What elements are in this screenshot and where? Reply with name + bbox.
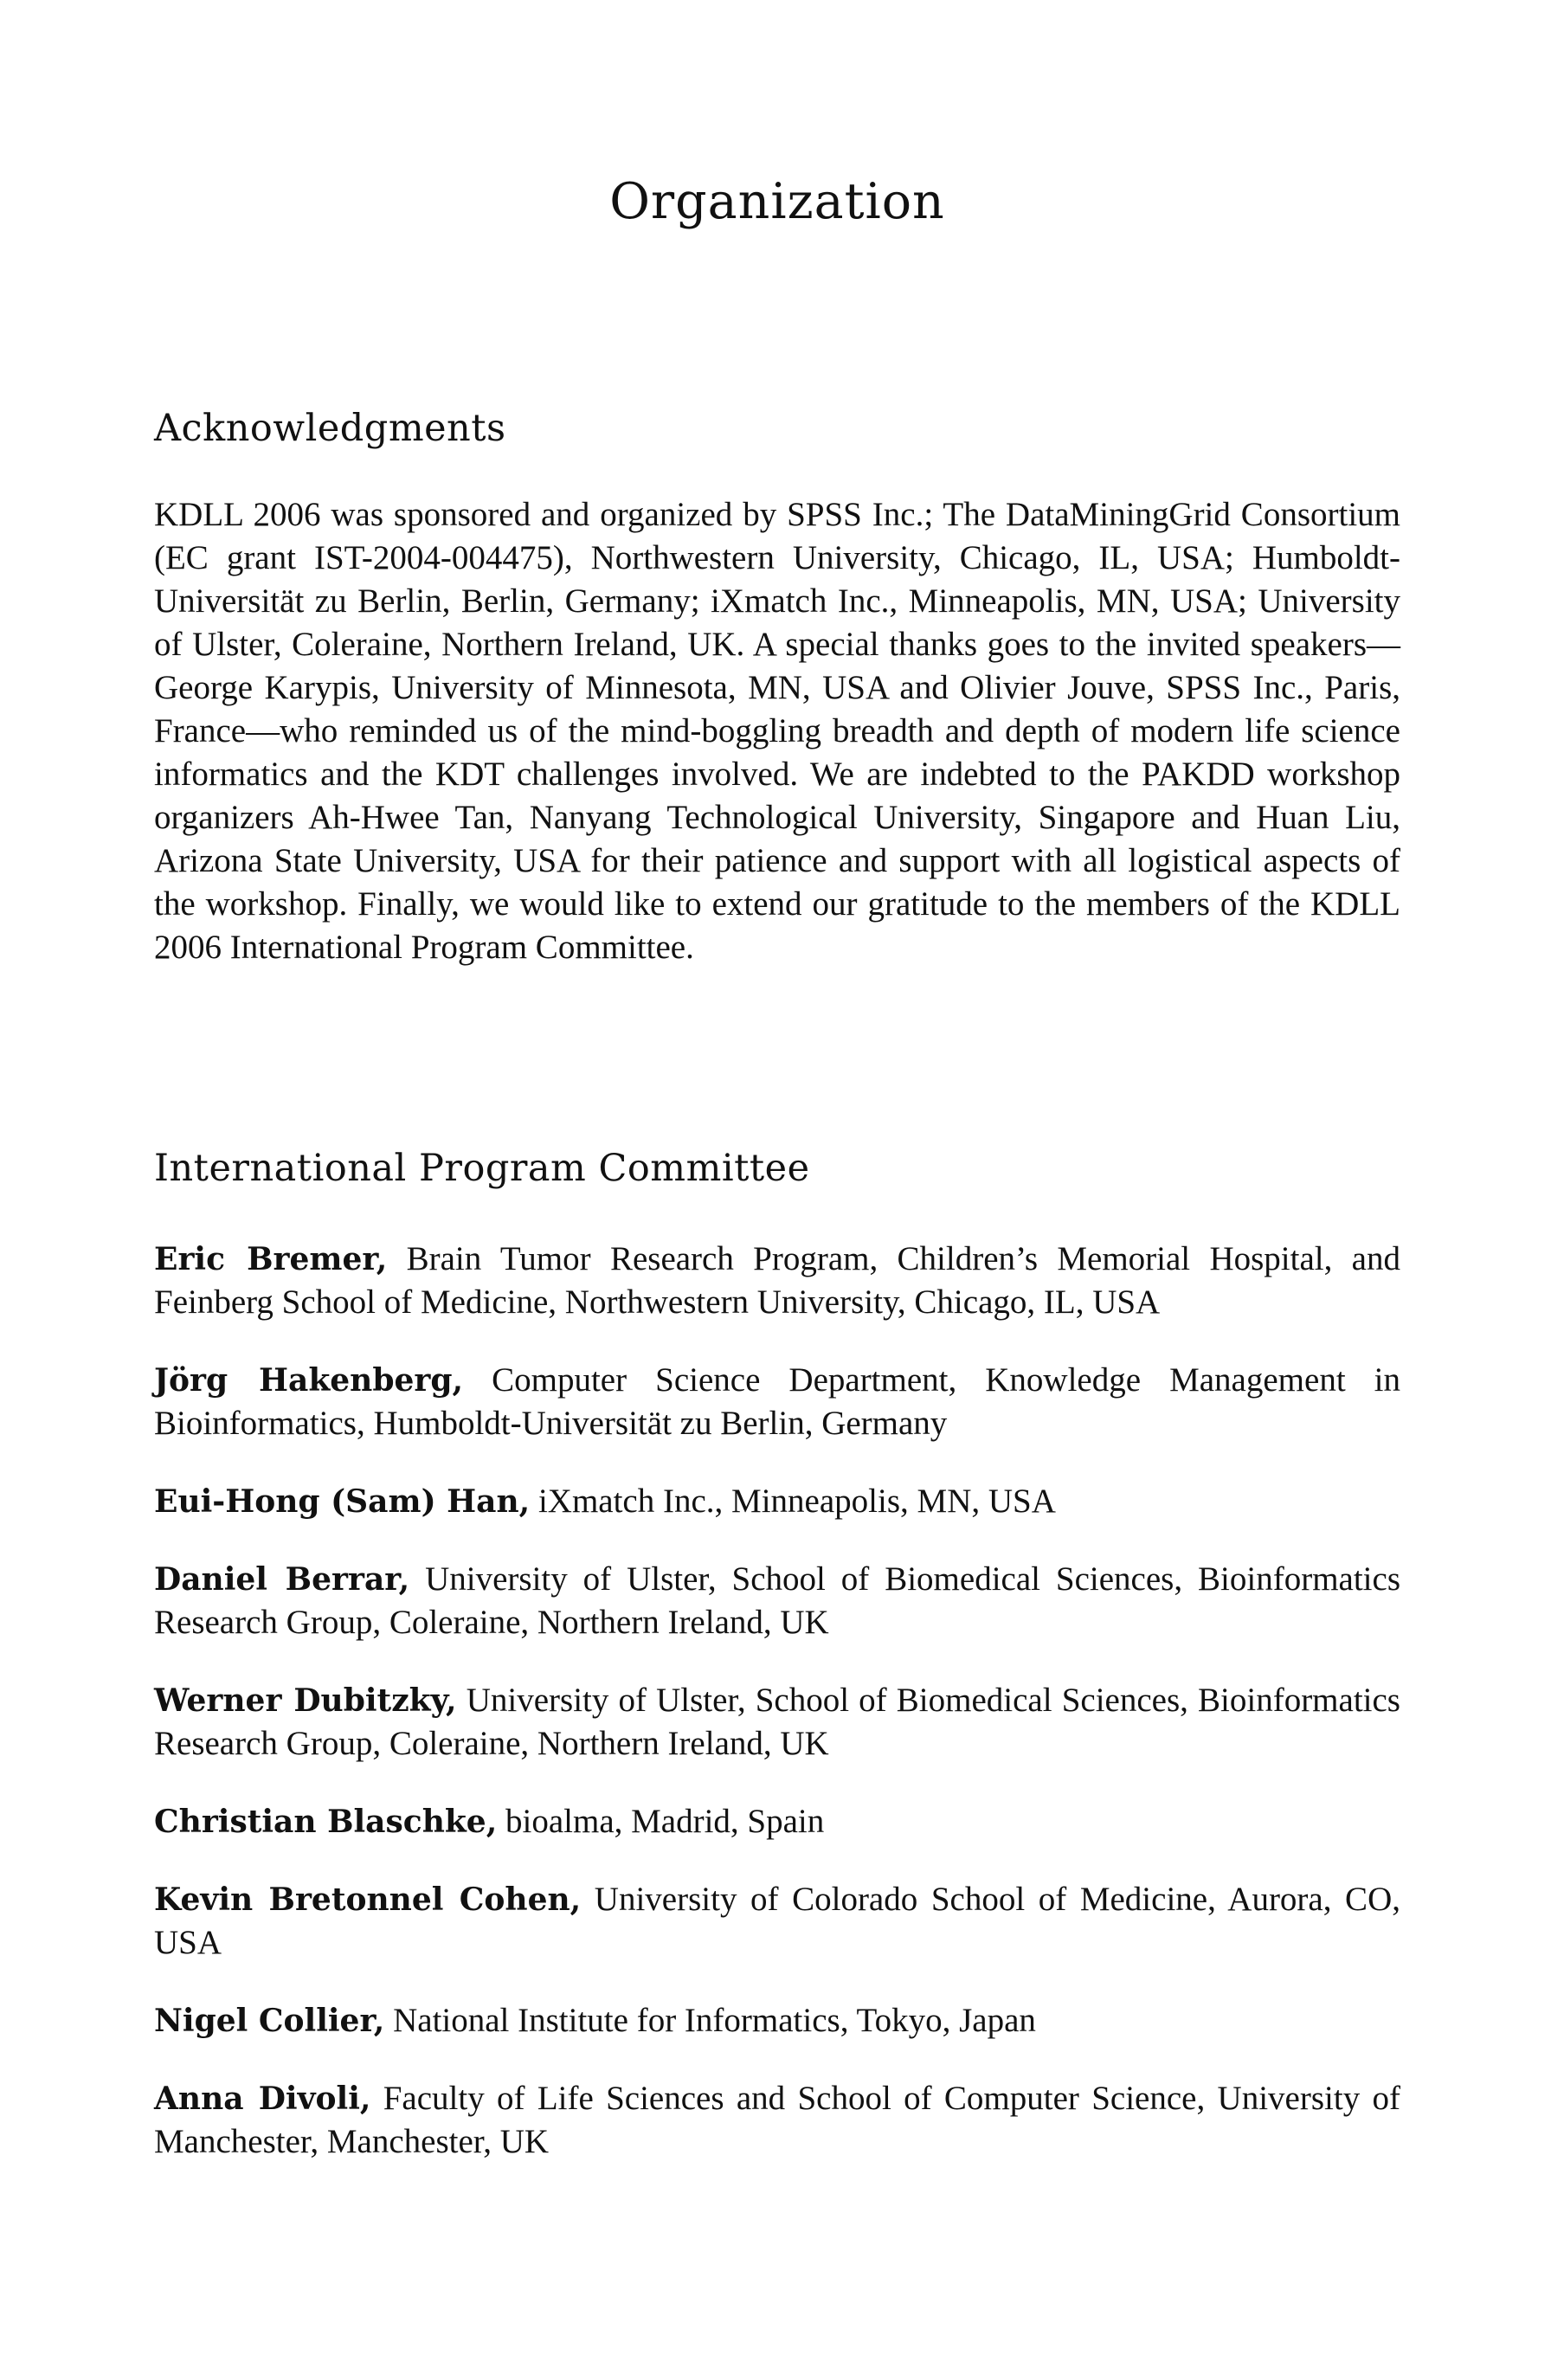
committee-member [154,1480,1400,1523]
acknowledgments-paragraph: KDLL 2006 was sponsored and organized by SPSS Inc.; The DataMiningGrid Consortium (EC grant IST-2004-004475), Northwestern University, Chicago, IL, USA; Humboldt-Universität zu Berlin, Berlin, Germany; iXmatch Inc., Minneapolis, MN, USA; University of Ulster, Coleraine, Northern Ireland, UK. A special thanks goes to the invited speakers—George Karypis, University of Minnesota, MN, USA and Olivier Jouve, SPSS Inc., Paris, France—who reminded us of the mind-boggling breadth and depth of modern life science informatics and the KDT challenges involved. We are indebted to the PAKDD workshop organizers Ah-Hwee Tan, Nanyang Technological University, Singapore and Huan Liu, Arizona State University, USA for their patience and support with all logistical aspects of the workshop. Finally, we would like to extend our gratitude to the members of the KDLL 2006 International Program Committee. [154,496,1400,966]
committee-member [154,1999,1400,2042]
committee-member [154,1359,1400,1445]
member-affiliation: National Institute for Informatics, Tokyo, Japan [384,2002,1036,2039]
member-name: Anna Divoli, [154,2081,371,2117]
member-affiliation: University of Colorado School of Medicine, Aurora, CO, USA [154,1881,1400,1961]
member-name: Daniel Berrar, [154,1561,410,1598]
member-name: Nigel Collier, [154,2003,385,2039]
member-name: Eui-Hong (Sam) Han, [154,1483,531,1520]
committee-member [154,1238,1400,1324]
member-affiliation: Faculty of Life Sciences and School of Computer Science, University of Manchester, Manchester, UK [154,2080,1400,2160]
member-name: Eric Bremer, [154,1241,388,1277]
member-affiliation: Brain Tumor Research Program, Children’s Memorial Hospital, and Feinberg School of Medicine, Northwestern University, Chicago, IL, USA [154,1240,1400,1321]
page-title: Organization [609,173,945,230]
member-affiliation: University of Ulster, School of Biomedical Sciences, Bioinformatics Research Group, Coleraine, Northern Ireland, UK [154,1560,1400,1641]
member-name: Werner Dubitzky, [154,1682,457,1719]
committee-member-list [154,1238,1400,2198]
member-affiliation: Computer Science Department, Knowledge Management in Bioinformatics, Humboldt-Universität zu Berlin, Germany [154,1361,1401,1442]
committee-member [154,1558,1400,1644]
member-name: Kevin Bretonnel Cohen, [154,1881,582,1918]
member-affiliation: bioalma, Madrid, Spain [497,1803,825,1840]
member-name: Christian Blaschke, [154,1804,498,1840]
member-name: Jörg Hakenberg, [154,1362,464,1399]
committee-heading: International Program Committee [154,1147,810,1190]
member-affiliation: iXmatch Inc., Minneapolis, MN, USA [530,1483,1056,1520]
committee-member [154,2077,1400,2164]
acknowledgments-heading: Acknowledgments [154,407,506,450]
committee-member [154,1800,1400,1843]
committee-member [154,1878,1400,1965]
committee-member [154,1679,1400,1766]
member-affiliation: University of Ulster, School of Biomedical Sciences, Bioinformatics Research Group, Coleraine, Northern Ireland, UK [154,1682,1400,1762]
